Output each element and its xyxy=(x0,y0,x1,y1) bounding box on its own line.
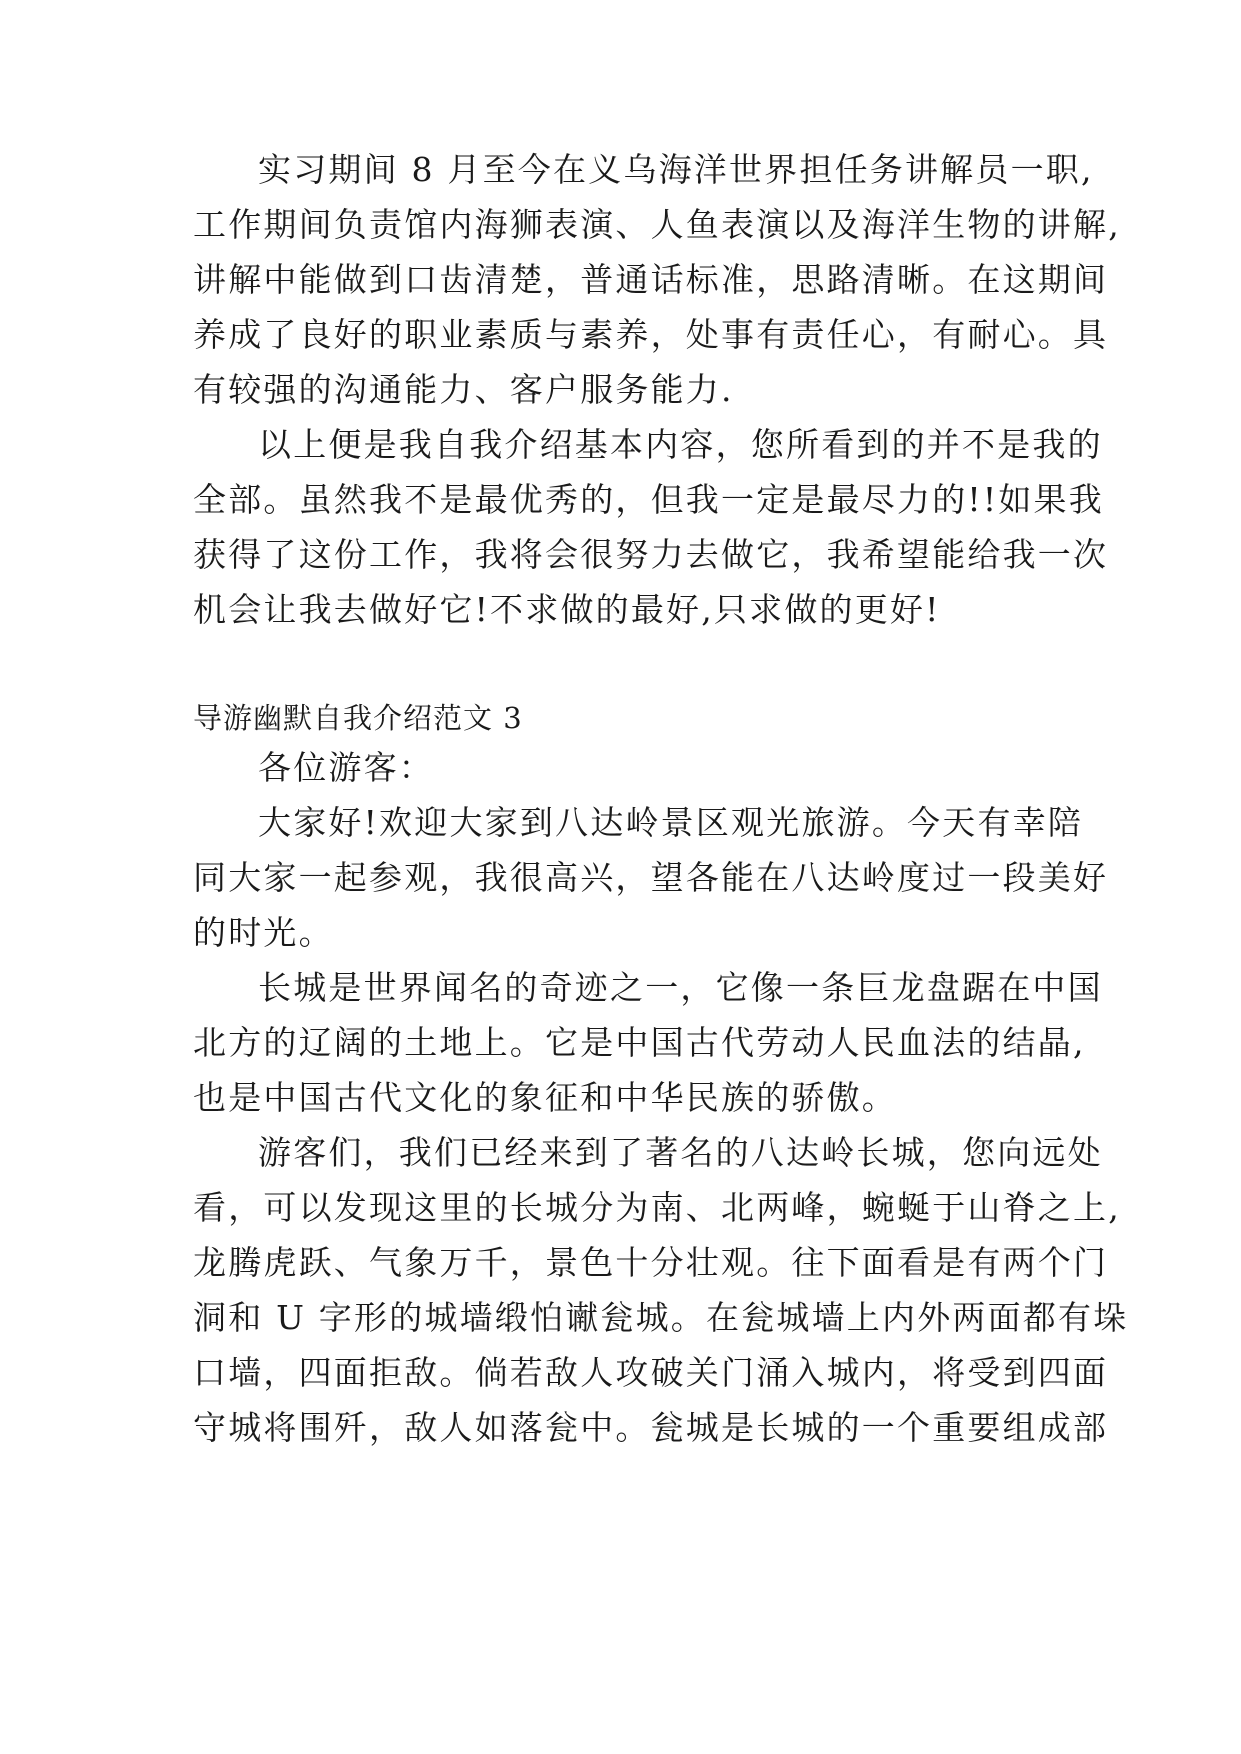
paragraph-line: 守城将围歼，敌人如落瓮中。瓮城是长城的一个重要组成部 xyxy=(193,1408,1109,1447)
paragraph-line: 获得了这份工作，我将会很努力去做它，我希望能给我一次 xyxy=(193,535,1109,574)
paragraph-line: 也是中国古代文化的象征和中华民族的骄傲。 xyxy=(193,1078,897,1117)
paragraph-line: 工作期间负责馆内海狮表演、人鱼表演以及海洋生物的讲解, xyxy=(193,205,1121,244)
paragraph-line: 大家好!欢迎大家到八达岭景区观光旅游。今天有幸陪 xyxy=(258,803,1084,842)
salutation: 各位游客： xyxy=(258,748,434,787)
paragraph-line: 有较强的沟通能力、客户服务能力. xyxy=(193,370,734,409)
paragraph-line: 洞和 U 字形的城墙缎怕谳瓮城。在瓮城墙上内外两面都有垛 xyxy=(193,1298,1129,1337)
paragraph-line: 养成了良好的职业素质与素养，处事有责任心，有耐心。具 xyxy=(193,315,1109,354)
section-title: 导游幽默自我介绍范文 3 xyxy=(193,701,523,735)
paragraph-line: 讲解中能做到口齿清楚，普通话标准，思路清晰。在这期间 xyxy=(193,260,1109,299)
paragraph-line: 的时光。 xyxy=(193,913,334,952)
paragraph-line: 北方的辽阔的土地上。它是中国古代劳动人民血法的结晶, xyxy=(193,1023,1086,1062)
paragraph-line: 以上便是我自我介绍基本内容，您所看到的并不是我的 xyxy=(258,425,1103,464)
paragraph-line: 游客们，我们已经来到了著名的八达岭长城，您向远处 xyxy=(258,1133,1103,1172)
paragraph-line: 口墙，四面拒敌。倘若敌人攻破关门涌入城内，将受到四面 xyxy=(193,1353,1109,1392)
paragraph-line: 全部。虽然我不是最优秀的，但我一定是最尽力的!!如果我 xyxy=(193,480,1104,519)
paragraph-line: 机会让我去做好它!不求做的最好,只求做的更好! xyxy=(193,590,941,629)
paragraph-line: 实习期间 8 月至今在义乌海洋世界担任务讲解员一职, xyxy=(258,150,1094,189)
paragraph-line: 看，可以发现这里的长城分为南、北两峰，蜿蜒于山脊之上, xyxy=(193,1188,1121,1227)
paragraph-line: 龙腾虎跃、气象万千，景色十分壮观。往下面看是有两个门 xyxy=(193,1243,1109,1282)
paragraph-line: 长城是世界闻名的奇迹之一，它像一条巨龙盘踞在中国 xyxy=(258,968,1103,1007)
paragraph-line: 同大家一起参观，我很高兴，望各能在八达岭度过一段美好 xyxy=(193,858,1109,897)
